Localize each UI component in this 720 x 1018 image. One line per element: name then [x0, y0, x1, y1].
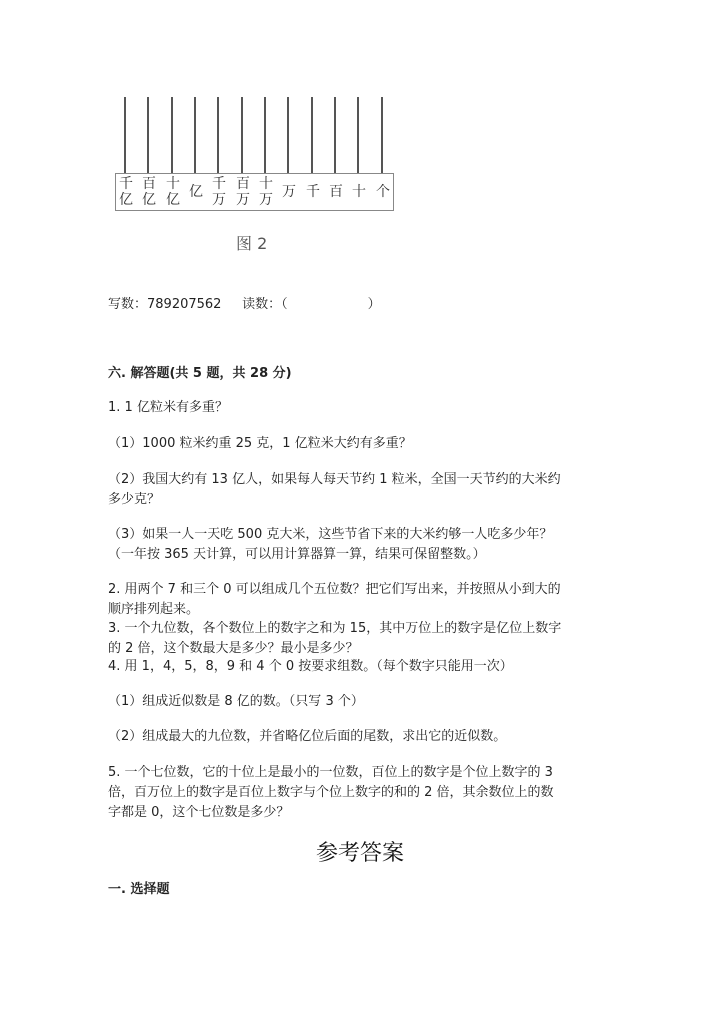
- question-1-sub-1: （1）1000 粒米约重 25 克，1 亿粒米大约有多重？: [108, 436, 412, 451]
- question-1-stem: 1. 1 亿粒米有多重？: [108, 400, 228, 415]
- place-label-thousand: [302, 184, 324, 200]
- place-label-hundred-billion: [115, 176, 137, 208]
- place-label-ten-thousand: [278, 184, 300, 200]
- abacus-rod: [264, 97, 266, 175]
- question-2-line-2: 顺序排列起来。: [108, 602, 200, 617]
- label-top: 十: [166, 176, 180, 192]
- abacus-rod: [147, 97, 149, 175]
- label-top: 万: [282, 184, 296, 200]
- read-close-paren: ）: [367, 297, 381, 312]
- question-1-sub-3-line-2: （一年按 365 天计算，可以用计算器算一算，结果可保留整数。）: [108, 547, 486, 562]
- answer-section-1-title: 一. 选择题: [108, 882, 170, 897]
- figure-caption: 图 2: [236, 234, 268, 253]
- place-value-label-box: [115, 173, 394, 211]
- abacus-rod: [357, 97, 359, 175]
- abacus-rod: [381, 97, 383, 175]
- question-5-line-1: 5. 一个七位数，它的十位上是最小的一位数，百位上的数字是个位上数字的 3: [108, 765, 553, 780]
- label-top: 百: [142, 176, 156, 192]
- label-top: 千: [212, 176, 226, 192]
- label-top: 百: [236, 176, 250, 192]
- label-top: 个: [376, 184, 390, 200]
- label-top: 百: [329, 184, 343, 200]
- abacus-rod: [171, 97, 173, 175]
- question-5-line-2: 倍，百万位上的数字是百位上数字与个位上数字的和的 2 倍，其余数位上的数: [108, 785, 554, 800]
- abacus-rod: [217, 97, 219, 175]
- label-top: 亿: [189, 184, 203, 200]
- label-bottom: 亿: [142, 192, 156, 208]
- place-label-billion: [162, 176, 184, 208]
- place-label-ten: [348, 184, 370, 200]
- place-label-hundred-million: [185, 184, 207, 200]
- question-1-sub-2-line-1: （2）我国大约有 13 亿人，如果每人每天节约 1 粒米，全国一天节约的大米约: [108, 472, 561, 487]
- place-label-hundred-thousand: [255, 176, 277, 208]
- label-top: 千: [306, 184, 320, 200]
- question-5-line-3: 字都是 0，这个七位数是多少？: [108, 805, 290, 820]
- abacus-rod: [311, 97, 313, 175]
- place-label-ten-billion: [138, 176, 160, 208]
- label-bottom: 亿: [166, 192, 180, 208]
- place-label-one: [372, 184, 394, 200]
- abacus-rod: [241, 97, 243, 175]
- question-4-sub-1: （1）组成近似数是 8 亿的数。（只写 3 个）: [108, 694, 364, 709]
- place-value-abacus-figure: [115, 97, 395, 212]
- label-bottom: 万: [259, 192, 273, 208]
- abacus-rod: [124, 97, 126, 175]
- place-label-million: [232, 176, 254, 208]
- question-3-line-1: 3. 一个九位数，各个数位上的数字之和为 15，其中万位上的数字是亿位上数字: [108, 621, 562, 636]
- place-label-ten-million: [208, 176, 230, 208]
- label-top: 十: [259, 176, 273, 192]
- label-bottom: 万: [236, 192, 250, 208]
- label-bottom: 万: [212, 192, 226, 208]
- write-number-label: 写数：789207562: [108, 297, 222, 312]
- abacus-rod: [194, 97, 196, 175]
- question-1-sub-3-line-1: （3）如果一人一天吃 500 克大米，这些节省下来的大米约够一人吃多少年？: [108, 527, 553, 542]
- question-2-line-1: 2. 用两个 7 和三个 0 可以组成几个五位数？把它们写出来，并按照从小到大的: [108, 582, 561, 597]
- write-read-line: [108, 295, 381, 314]
- read-number-label: 读数：（: [242, 297, 288, 312]
- question-4-sub-2: （2）组成最大的九位数，并省略亿位后面的尾数，求出它的近似数。: [108, 729, 507, 744]
- answer-key-title: 参考答案: [315, 841, 404, 866]
- place-label-hundred: [325, 184, 347, 200]
- abacus-rod: [334, 97, 336, 175]
- question-3-line-2: 的 2 倍，这个数最大是多少？最小是多少？: [108, 641, 359, 656]
- question-4-stem: 4. 用 1，4，5，8，9 和 4 个 0 按要求组数。（每个数字只能用一次）: [108, 659, 513, 674]
- section-title: 六. 解答题(共 5 题，共 28 分): [108, 366, 292, 381]
- label-top: 千: [119, 176, 133, 192]
- label-top: 十: [352, 184, 366, 200]
- abacus-rod: [287, 97, 289, 175]
- question-1-sub-2-line-2: 多少克？: [108, 492, 161, 507]
- label-bottom: 亿: [119, 192, 133, 208]
